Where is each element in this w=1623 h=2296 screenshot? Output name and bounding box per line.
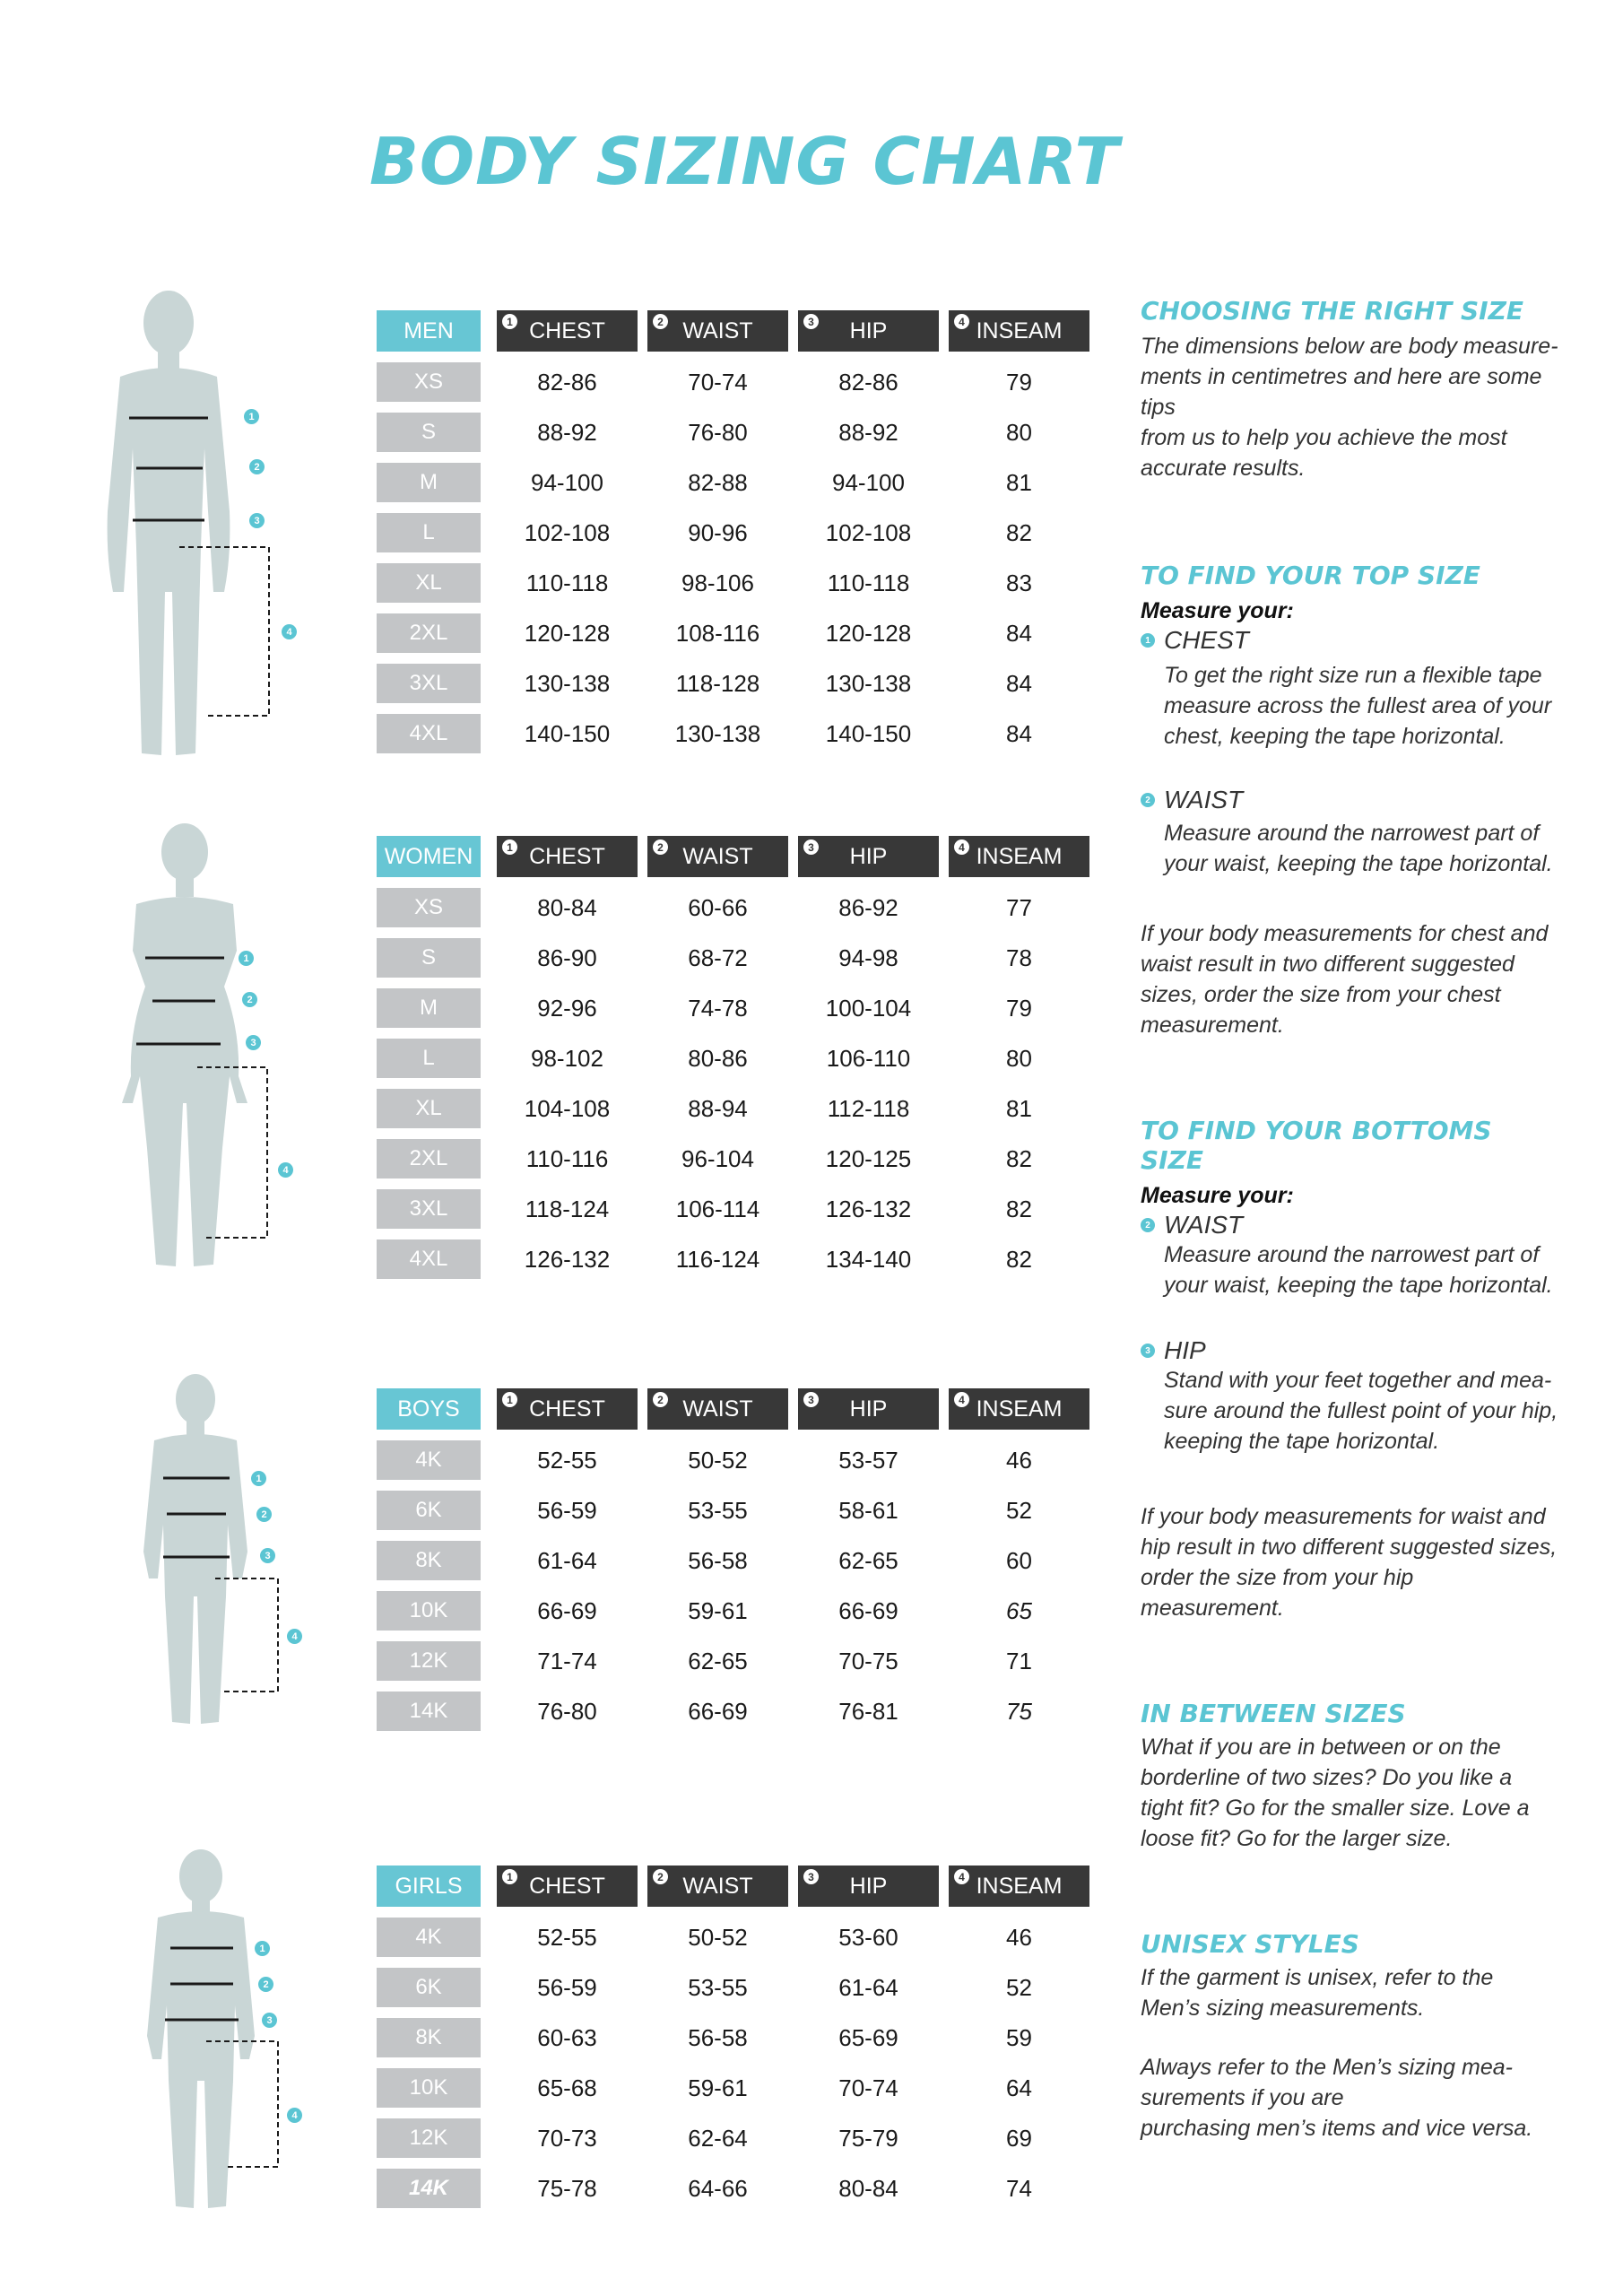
waist-subheading: 2 WAIST [1141,786,1562,814]
inseam-value: 46 [1006,1923,1032,1951]
hip-value: 76-81 [838,1697,898,1725]
size-cell: 4XL [377,1239,481,1279]
inseam-value: 80 [1006,418,1032,446]
waist-instruction: your waist, keeping the tape horizontal. [1164,1273,1553,1298]
waist-value: 96-104 [681,1144,754,1172]
hip-number-icon: 3 [803,314,819,329]
inseam-value: 82 [1006,518,1032,546]
waist-header: 2 WAIST [647,310,788,352]
choosing-line: The dimensions below are body measure- [1141,334,1558,359]
table-row [377,1039,1094,1078]
size-cell: L [377,1039,481,1078]
women-size-table [377,836,1094,1284]
inseam-value: 60 [1006,1546,1032,1574]
waist-value: 82-88 [688,468,748,496]
hip-value: 88-92 [838,418,898,446]
boys-figure [108,1372,323,1731]
marker-2: 2 [258,1977,273,1992]
chest-value: 86-90 [537,944,597,971]
table-row [377,513,1094,552]
waist-value: 74-78 [688,994,748,1022]
chest-value: 102-108 [524,518,611,546]
waist-number-icon: 2 [653,1869,668,1884]
bottoms-note: hip result in two different suggested sizes, [1141,1535,1558,1560]
hip-value: 65-69 [838,2023,898,2051]
waist-value: 53-55 [688,1973,748,2001]
inseam-value: 82 [1006,1144,1032,1172]
table-row [377,664,1094,703]
size-cell: 12K [377,2118,481,2158]
inseam-value: 52 [1006,1973,1032,2001]
chest-value: 110-116 [525,1144,609,1172]
hip-header: 3 HIP [798,310,939,352]
chest-number-icon: 1 [502,839,517,855]
in-between-line: loose fit? Go for the larger size. [1141,1826,1453,1851]
chest-value: 66-69 [537,1596,597,1624]
chest-value: 52-55 [537,1446,597,1474]
boys-size-table [377,1388,1094,1738]
table-row [377,1491,1094,1530]
hip-value: 112-118 [827,1094,910,1122]
inseam-value: 78 [1006,944,1032,971]
category-label: GIRLS [377,1866,481,1907]
hip-value: 130-138 [825,669,912,697]
size-cell: 10K [377,1591,481,1631]
waist-value: 80-86 [688,1044,748,1072]
waist-header: 2 WAIST [647,1388,788,1430]
marker-4: 4 [278,1162,293,1178]
chest-value: 140-150 [524,719,611,747]
unisex-heading: UNISEX STYLES [1141,1929,1359,1959]
size-cell: L [377,513,481,552]
girls-size-table [377,1866,1094,2215]
table-row [377,2169,1094,2208]
inseam-value: 79 [1006,368,1032,396]
chest-number-icon: 1 [502,1392,517,1407]
hip-header: 3 HIP [798,836,939,877]
choosing-section [1141,296,1562,483]
waist-instruction: your waist, keeping the tape horizontal. [1164,851,1553,876]
waist-value: 62-65 [688,1647,748,1674]
marker-3: 3 [260,1548,275,1563]
marker-2: 2 [249,459,265,474]
size-cell: 3XL [377,664,481,703]
in-between-line: tight fit? Go for the smaller size. Love a [1141,1796,1530,1821]
chest-value: 104-108 [524,1094,611,1122]
chest-value: 75-78 [537,2174,597,2202]
marker-2: 2 [256,1507,272,1522]
waist-number-icon: 2 [653,314,668,329]
inseam-value: 74 [1006,2174,1032,2202]
inseam-value: 71 [1006,1647,1032,1674]
hip-header: 3 HIP [798,1866,939,1907]
waist-value: 130-138 [674,719,761,747]
marker-4: 4 [282,624,297,639]
inseam-value: 82 [1006,1195,1032,1222]
table-row [377,1692,1094,1731]
waist-value: 88-94 [688,1094,748,1122]
chest-value: 76-80 [537,1697,597,1725]
hip-value: 106-110 [826,1044,911,1072]
waist-number-icon: 2 [653,1392,668,1407]
unisex-line: If the garment is unisex, refer to the [1141,1965,1494,1990]
inseam-number-icon: 4 [954,839,969,855]
inseam-number-icon: 4 [954,314,969,329]
table-row [377,938,1094,978]
size-cell: M [377,463,481,502]
table-row [377,1139,1094,1178]
hip-value: 82-86 [838,368,898,396]
hip-value: 53-60 [838,1923,898,1951]
hip-number-icon: 3 [1141,1344,1155,1358]
chest-value: 80-84 [537,893,597,921]
waist-instruction: Measure around the narrowest part of [1164,1242,1540,1267]
hip-value: 70-74 [838,2074,898,2101]
waist-value: 108-116 [675,619,760,647]
unisex-section [1141,1929,1562,2144]
chest-value: 130-138 [524,669,611,697]
category-label: MEN [377,310,481,352]
marker-4: 4 [287,2108,302,2123]
inseam-number-icon: 4 [954,1392,969,1407]
waist-value: 62-64 [688,2124,748,2152]
girls-figure [108,1848,323,2215]
table-row [377,2018,1094,2057]
measure-label: Measure your: [1141,598,1294,623]
bottoms-note: measurement. [1141,1596,1284,1621]
inseam-value: 84 [1006,619,1032,647]
size-cell: 10K [377,2068,481,2108]
size-cell: XL [377,563,481,603]
waist-value: 56-58 [688,2023,748,2051]
waist-value: 66-69 [688,1697,748,1725]
hip-value: 120-128 [825,619,912,647]
hip-instruction: Stand with your feet together and mea- [1164,1368,1552,1393]
top-size-heading: TO FIND YOUR TOP SIZE [1141,561,1480,590]
inseam-value: 52 [1006,1496,1032,1524]
hip-number-icon: 3 [803,1869,819,1884]
hip-value: 126-132 [825,1195,912,1222]
waist-value: 68-72 [688,944,748,971]
chest-number-icon: 1 [502,314,517,329]
chest-value: 52-55 [537,1923,597,1951]
inseam-value: 65 [1006,1596,1032,1624]
size-cell: 6K [377,1491,481,1530]
boys-silhouette-icon [108,1372,323,1731]
size-cell: 4K [377,1440,481,1480]
unisex-line: Always refer to the Men’s sizing mea- [1141,2055,1513,2080]
waist-value: 76-80 [688,418,748,446]
hip-value: 120-125 [825,1144,912,1172]
measure-label: Measure your: [1141,1183,1294,1208]
chest-value: 61-64 [537,1546,597,1574]
hip-instruction: keeping the tape horizontal. [1164,1429,1440,1454]
hip-value: 53-57 [838,1446,898,1474]
hip-header: 3 HIP [798,1388,939,1430]
chest-instruction: chest, keeping the tape horizontal. [1164,724,1506,749]
waist-value: 59-61 [688,2074,748,2101]
chest-header: 1 CHEST [497,1388,638,1430]
top-size-section [1141,561,1562,1040]
hip-value: 140-150 [825,719,912,747]
table-row [377,1440,1094,1480]
table-row [377,1089,1094,1128]
choosing-line: from us to help you achieve the most [1141,425,1507,450]
hip-value: 94-98 [838,944,898,971]
hip-value: 62-65 [838,1546,898,1574]
inseam-header: 4 INSEAM [949,836,1089,877]
waist-value: 60-66 [688,893,748,921]
men-silhouette-icon [90,287,323,771]
hip-value: 80-84 [838,2174,898,2202]
inseam-value: 75 [1006,1697,1032,1725]
chest-instruction: measure across the fullest area of your [1164,693,1552,718]
table-row [377,2118,1094,2158]
size-cell: 14K [377,1692,481,1731]
choosing-heading: CHOOSING THE RIGHT SIZE [1141,296,1523,326]
inseam-value: 84 [1006,669,1032,697]
waist-value: 56-58 [688,1546,748,1574]
choosing-line: accurate results. [1141,456,1306,481]
chest-value: 126-132 [524,1245,611,1273]
chest-header: 1 CHEST [497,1866,638,1907]
waist-subheading: 2 WAIST [1141,1211,1562,1239]
chest-value: 82-86 [537,368,597,396]
waist-value: 59-61 [688,1596,748,1624]
size-cell: XL [377,1089,481,1128]
chest-subheading: 1 CHEST [1141,626,1562,655]
waist-value: 50-52 [688,1923,748,1951]
chest-value: 65-68 [537,2074,597,2101]
size-cell: M [377,988,481,1028]
top-note: waist result in two different suggested [1141,952,1515,977]
waist-instruction: Measure around the narrowest part of [1164,821,1540,846]
inseam-value: 84 [1006,719,1032,747]
chest-value: 60-63 [537,2023,597,2051]
waist-value: 64-66 [688,2174,748,2202]
hip-subheading: 3 HIP [1141,1336,1562,1365]
hip-value: 86-92 [838,893,898,921]
waist-value: 116-124 [675,1245,760,1273]
choosing-line: ments in centimetres and here are some tips [1141,364,1542,420]
inseam-value: 81 [1006,1094,1032,1122]
waist-value: 106-114 [675,1195,760,1222]
waist-value: 70-74 [688,368,748,396]
hip-value: 100-104 [825,994,912,1022]
chest-header: 1 CHEST [497,836,638,877]
in-between-heading: IN BETWEEN SIZES [1141,1699,1406,1728]
size-cell: XS [377,888,481,927]
table-row [377,1541,1094,1580]
hip-value: 110-118 [827,569,910,596]
size-cell: 3XL [377,1189,481,1229]
table-row [377,1641,1094,1681]
waist-value: 53-55 [688,1496,748,1524]
inseam-value: 80 [1006,1044,1032,1072]
inseam-header: 4 INSEAM [949,1866,1089,1907]
marker-1: 1 [255,1941,270,1956]
marker-1: 1 [244,409,259,424]
chest-value: 118-124 [525,1195,610,1222]
in-between-line: borderline of two sizes? Do you like a [1141,1765,1513,1790]
inseam-value: 59 [1006,2023,1032,2051]
table-row [377,613,1094,653]
waist-value: 98-106 [681,569,754,596]
chest-instruction: To get the right size run a flexible tape [1164,663,1542,688]
size-cell: 8K [377,1541,481,1580]
waist-number-icon: 2 [1141,793,1155,807]
chest-value: 56-59 [537,1496,597,1524]
table-row [377,1239,1094,1279]
marker-3: 3 [262,2013,277,2028]
table-row [377,413,1094,452]
marker-1: 1 [239,951,254,966]
marker-4: 4 [287,1629,302,1644]
marker-3: 3 [246,1035,261,1050]
hip-value: 66-69 [838,1596,898,1624]
table-row [377,1591,1094,1631]
chest-value: 94-100 [531,468,603,496]
hip-instruction: sure around the fullest point of your hip, [1164,1398,1558,1423]
chest-number-icon: 1 [502,1869,517,1884]
chest-header: 1 CHEST [497,310,638,352]
size-cell: 4K [377,1918,481,1957]
unisex-line: Men’s sizing measurements. [1141,1996,1425,2021]
chest-value: 70-73 [537,2124,597,2152]
inseam-value: 64 [1006,2074,1032,2101]
page-title: BODY SIZING CHART [369,124,1120,199]
size-cell: S [377,938,481,978]
table-row [377,714,1094,753]
chest-value: 71-74 [537,1647,597,1674]
girls-silhouette-icon [108,1848,323,2215]
chest-number-icon: 1 [1141,633,1155,648]
table-row [377,2068,1094,2108]
hip-number-icon: 3 [803,1392,819,1407]
bottoms-note: order the size from your hip [1141,1565,1414,1590]
category-label: WOMEN [377,836,481,877]
top-note: If your body measurements for chest and [1141,921,1549,946]
inseam-value: 79 [1006,994,1032,1022]
bottoms-size-heading: TO FIND YOUR BOTTOMS SIZE [1141,1116,1492,1175]
inseam-number-icon: 4 [954,1869,969,1884]
table-row [377,988,1094,1028]
table-row [377,362,1094,402]
table-row [377,888,1094,927]
table-row [377,563,1094,603]
chest-value: 92-96 [537,994,597,1022]
size-cell: 4XL [377,714,481,753]
waist-header: 2 WAIST [647,1866,788,1907]
men-size-table [377,310,1094,759]
inseam-value: 69 [1006,2124,1032,2152]
sizing-guide [1141,296,1562,2144]
bottoms-size-section [1141,1116,1562,1623]
hip-value: 94-100 [832,468,905,496]
women-silhouette-icon [90,807,323,1283]
top-note: measurement. [1141,1013,1284,1038]
inseam-value: 82 [1006,1245,1032,1273]
hip-value: 102-108 [825,518,912,546]
hip-value: 58-61 [838,1496,898,1524]
waist-value: 50-52 [688,1446,748,1474]
hip-value: 61-64 [838,1973,898,2001]
inseam-header: 4 INSEAM [949,1388,1089,1430]
waist-value: 90-96 [688,518,748,546]
women-figure [90,807,323,1283]
inseam-value: 46 [1006,1446,1032,1474]
size-cell: S [377,413,481,452]
category-label: BOYS [377,1388,481,1430]
table-row [377,1189,1094,1229]
size-cell: XS [377,362,481,402]
waist-header: 2 WAIST [647,836,788,877]
chest-value: 120-128 [524,619,611,647]
chest-value: 110-118 [525,569,609,596]
inseam-value: 81 [1006,468,1032,496]
size-cell: 14K [377,2169,481,2208]
size-cell: 12K [377,1641,481,1681]
top-note: sizes, order the size from your chest [1141,982,1501,1007]
waist-number-icon: 2 [1141,1218,1155,1232]
size-cell: 2XL [377,1139,481,1178]
in-between-section [1141,1699,1562,1854]
in-between-line: What if you are in between or on the [1141,1735,1501,1760]
hip-value: 134-140 [825,1245,912,1273]
size-cell: 6K [377,1968,481,2007]
hip-number-icon: 3 [803,839,819,855]
men-figure [90,287,323,771]
hip-value: 75-79 [838,2124,898,2152]
unisex-line: surements if you are [1141,2085,1344,2110]
chest-value: 98-102 [531,1044,603,1072]
marker-1: 1 [251,1471,266,1486]
inseam-value: 77 [1006,893,1032,921]
waist-value: 118-128 [675,669,760,697]
inseam-header: 4 INSEAM [949,310,1089,352]
chest-value: 88-92 [537,418,597,446]
chest-value: 56-59 [537,1973,597,2001]
size-cell: 8K [377,2018,481,2057]
table-row [377,463,1094,502]
waist-number-icon: 2 [653,839,668,855]
table-row [377,1918,1094,1957]
marker-3: 3 [249,513,265,528]
bottoms-note: If your body measurements for waist and [1141,1504,1546,1529]
unisex-line: purchasing men’s items and vice versa. [1141,2116,1533,2141]
table-row [377,1968,1094,2007]
marker-2: 2 [242,992,257,1007]
inseam-value: 83 [1006,569,1032,596]
hip-value: 70-75 [838,1647,898,1674]
size-cell: 2XL [377,613,481,653]
